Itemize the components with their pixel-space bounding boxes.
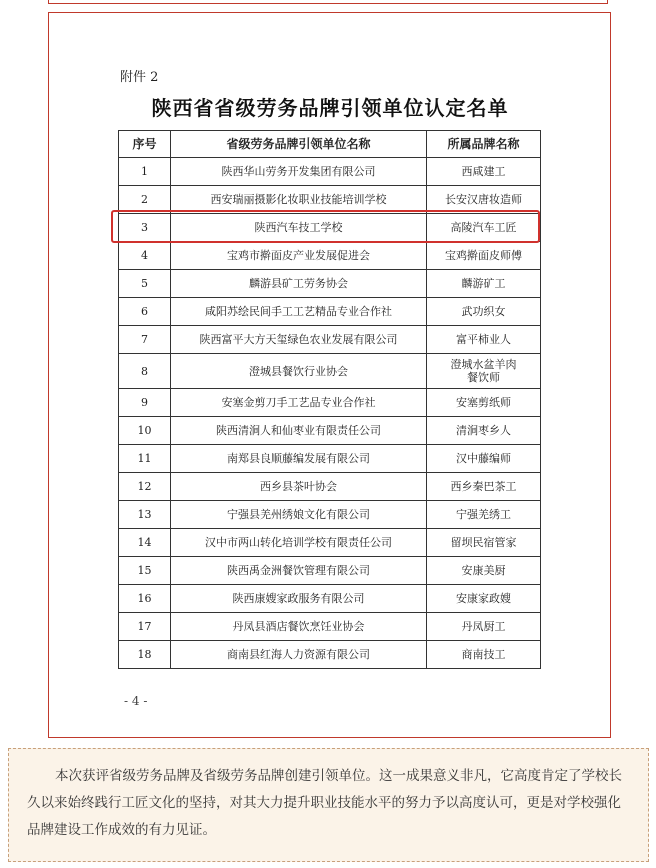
caption-text: 本次获评省级劳务品牌及省级劳务品牌创建引领单位。这一成果意义非凡，它高度肯定了学校长久以来始终践行工匠文化的坚持，对其大力提升职业技能水平的努力予以高度认可，更是对学校强化品牌建设工作成效的有力见证。 [27,768,622,838]
table-row [119,557,541,585]
table-row [119,354,541,389]
row-unit-name: 陕西康嫂家政服务有限公司 [171,585,427,613]
table-row [119,445,541,473]
row-unit-name: 陕西富平大方天玺绿色农业发展有限公司 [171,326,427,354]
row-unit-name: 咸阳苏绘民间手工工艺精品专业合作社 [171,298,427,326]
table-row [119,270,541,298]
row-unit-name: 澄城县餐饮行业协会 [171,354,427,389]
column-header-no: 序号 [119,131,171,158]
table-row [119,417,541,445]
row-unit-name: 汉中市两山转化培训学校有限责任公司 [171,529,427,557]
row-unit-name: 西乡县茶叶协会 [171,473,427,501]
row-unit-name: 陕西清涧人和仙枣业有限责任公司 [171,417,427,445]
row-number: 15 [119,557,171,585]
table-row [119,242,541,270]
row-number: 5 [119,270,171,298]
row-number: 3 [119,214,171,242]
row-number: 17 [119,613,171,641]
row-unit-name: 麟游县矿工劳务协会 [171,270,427,298]
table-row [119,158,541,186]
row-number: 11 [119,445,171,473]
table-row [119,214,541,242]
row-brand-name: 武功织女 [427,298,541,326]
table-row [119,501,541,529]
row-number: 9 [119,389,171,417]
row-number: 12 [119,473,171,501]
row-brand-name: 商南技工 [427,641,541,669]
row-brand-name: 安康美厨 [427,557,541,585]
row-number: 8 [119,354,171,389]
row-unit-name: 宁强县羌州绣娘文化有限公司 [171,501,427,529]
attachment-label: 附件 2 [120,70,159,85]
row-brand-name: 宁强羌绣工 [427,501,541,529]
row-brand-name: 汉中藤编师 [427,445,541,473]
row-brand-name: 丹凤厨工 [427,613,541,641]
row-unit-name: 丹凤县酒店餐饮烹饪业协会 [171,613,427,641]
table-row [119,641,541,669]
column-header-unit: 省级劳务品牌引领单位名称 [171,131,427,158]
row-number: 18 [119,641,171,669]
row-brand-name: 安塞剪纸师 [427,389,541,417]
row-unit-name: 南郑县良顺藤编发展有限公司 [171,445,427,473]
row-number: 13 [119,501,171,529]
row-unit-name: 西安瑞丽摄影化妆职业技能培训学校 [171,186,427,214]
row-brand-name: 澄城水盆羊肉 餐饮师 [427,354,541,389]
row-number: 7 [119,326,171,354]
row-unit-name: 陕西华山劳务开发集团有限公司 [171,158,427,186]
column-header-brand: 所属品牌名称 [427,131,541,158]
row-number: 4 [119,242,171,270]
row-brand-name: 长安汉唐妆造师 [427,186,541,214]
table-header-row [119,131,541,158]
row-brand-name: 西咸建工 [427,158,541,186]
row-number: 2 [119,186,171,214]
row-number: 16 [119,585,171,613]
row-brand-name: 宝鸡擀面皮师傅 [427,242,541,270]
row-unit-name: 商南县红海人力资源有限公司 [171,641,427,669]
units-table [118,130,541,669]
table-row [119,585,541,613]
row-brand-name: 高陵汽车工匠 [427,214,541,242]
row-number: 6 [119,298,171,326]
previous-image-frame [48,0,608,4]
row-unit-name: 安塞金剪刀手工艺品专业合作社 [171,389,427,417]
row-number: 14 [119,529,171,557]
row-unit-name: 陕西禹金洲餐饮管理有限公司 [171,557,427,585]
row-brand-name: 西乡秦巴茶工 [427,473,541,501]
table-row [119,473,541,501]
page-number: - 4 - [124,694,148,708]
caption-box [8,748,649,862]
table-row [119,298,541,326]
table-row [119,326,541,354]
table-row [119,186,541,214]
row-brand-name: 麟游矿工 [427,270,541,298]
row-brand-name: 留坝民宿管家 [427,529,541,557]
row-brand-name: 富平柿业人 [427,326,541,354]
row-number: 10 [119,417,171,445]
row-brand-name: 安康家政嫂 [427,585,541,613]
table-row [119,389,541,417]
table-row [119,529,541,557]
row-unit-name: 陕西汽车技工学校 [171,214,427,242]
document-title: 陕西省省级劳务品牌引领单位认定名单 [151,96,509,120]
table-row [119,613,541,641]
row-unit-name: 宝鸡市擀面皮产业发展促进会 [171,242,427,270]
row-brand-name: 清涧枣乡人 [427,417,541,445]
row-number: 1 [119,158,171,186]
